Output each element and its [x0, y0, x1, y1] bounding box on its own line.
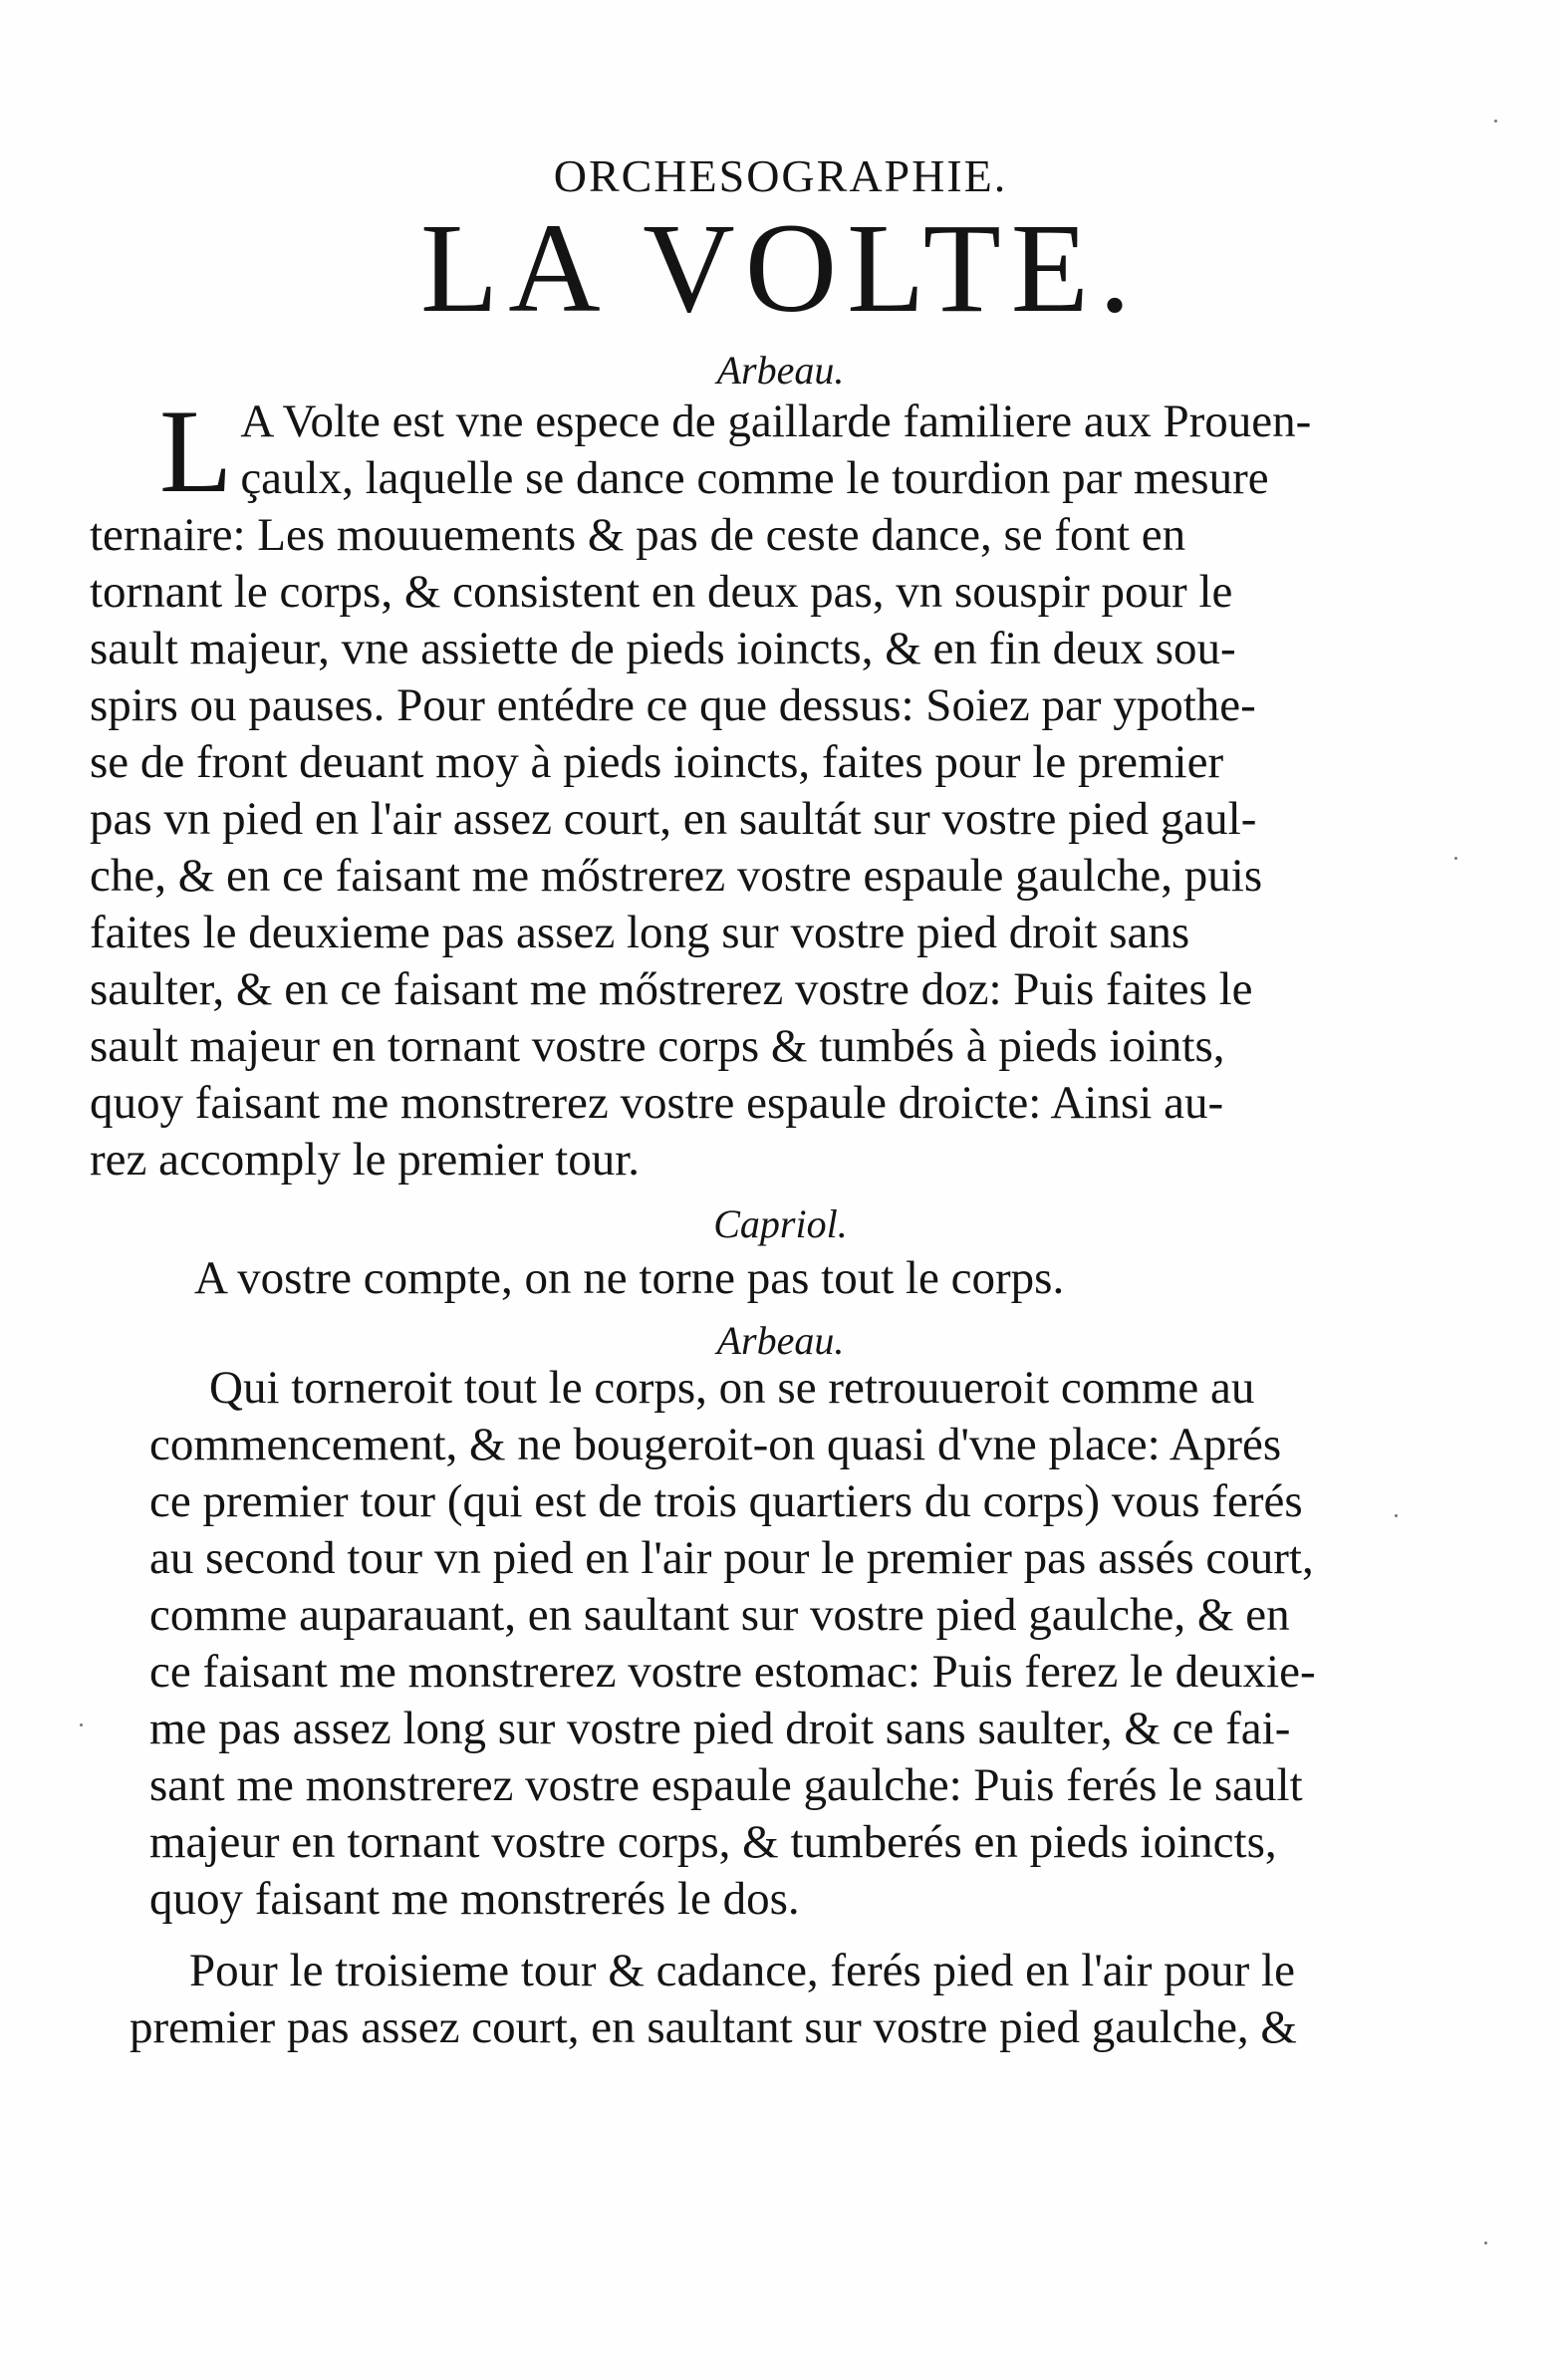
paragraph-3	[149, 1360, 1444, 1928]
text-line: comme auparauant, en saultant sur vostre pied gaulche, & en	[149, 1589, 1290, 1641]
text-line: A Volte est vne espece de gaillarde familiere aux Prouen-	[240, 396, 1312, 447]
print-speck	[1484, 2242, 1487, 2245]
speaker-label-capriol	[0, 1200, 1561, 1247]
print-speck	[80, 1723, 83, 1726]
text-line: majeur en tornant vostre corps, & tumberés en pieds ioincts,	[149, 1816, 1277, 1868]
speaker-name: Arbeau.	[716, 1318, 845, 1363]
chapter-title: LA VOLTE.	[420, 197, 1141, 339]
text-line: Pour le troisieme tour & cadance, ferés pied en l'air pour le	[189, 1945, 1295, 1996]
print-speck	[1454, 857, 1457, 860]
print-speck	[1494, 120, 1497, 123]
text-line: sault majeur, vne assiette de pieds ioincts, & en fin deux sou-	[90, 623, 1236, 674]
text-line: au second tour vn pied en l'air pour le premier pas assés court,	[149, 1532, 1314, 1584]
text-line: ce premier tour (qui est de trois quartiers du corps) vous ferés	[149, 1475, 1303, 1527]
text-line: se de front deuant moy à pieds ioincts, faites pour le premier	[90, 736, 1224, 788]
text-line: tornant le corps, & consistent en deux pas, vn souspir pour le	[90, 566, 1233, 618]
speaker-name: Capriol.	[713, 1201, 848, 1246]
running-head: ORCHESOGRAPHIE.	[553, 150, 1008, 201]
text-line: pas vn pied en l'air assez court, en saultát sur vostre pied gaul-	[90, 793, 1257, 845]
text-line: Qui torneroit tout le corps, on se retrouueroit comme au	[209, 1362, 1255, 1414]
text-line: çaulx, laquelle se dance comme le tourdion par mesure	[240, 452, 1269, 504]
speaker-label-arbeau	[0, 347, 1561, 394]
paragraph-1	[90, 385, 1454, 1189]
text-line: sant me monstrerez vostre espaule gaulche: Puis ferés le sault	[149, 1759, 1303, 1811]
text-line: quoy faisant me monstrerés le dos.	[149, 1873, 800, 1925]
text-line: me pas assez long sur vostre pied droit sans saulter, & ce fai-	[149, 1703, 1291, 1754]
text-line: commencement, & ne bougeroit-on quasi d'vne place: Aprés	[149, 1419, 1282, 1470]
text-line: sault majeur en tornant vostre corps & tumbés à pieds ioints,	[90, 1020, 1225, 1072]
speaker-name: Arbeau.	[716, 348, 845, 393]
paragraph-2	[194, 1250, 1489, 1307]
speaker-label-arbeau	[0, 1317, 1561, 1364]
text-line: spirs ou pauses. Pour entédre ce que dessus: Soiez par ypothe-	[90, 679, 1256, 731]
text-line: che, & en ce faisant me mőstrerez vostre espaule gaulche, puis	[90, 850, 1263, 902]
text-line: rez accomply le premier tour.	[90, 1134, 640, 1186]
text-line: ce faisant me monstrerez vostre estomac: Puis ferez le deuxie-	[149, 1646, 1316, 1698]
text-line: faites le deuxieme pas assez long sur vostre pied droit sans	[90, 907, 1190, 958]
text-line: premier pas assez court, en saultant sur vostre pied gaulche, &	[130, 2001, 1297, 2053]
paragraph-4	[130, 1943, 1425, 2056]
text-line: A vostre compte, on ne torne pas tout le corps.	[194, 1252, 1065, 1304]
text-line: ternaire: Les mouuements & pas de ceste dance, se font en	[90, 509, 1186, 561]
text-line: saulter, & en ce faisant me mőstrerez vostre doz: Puis faites le	[90, 963, 1253, 1015]
text-line: quoy faisant me monstrerez vostre espaule droicte: Ainsi au-	[90, 1077, 1224, 1129]
drop-cap: L	[159, 385, 233, 517]
print-speck	[1395, 1514, 1398, 1517]
